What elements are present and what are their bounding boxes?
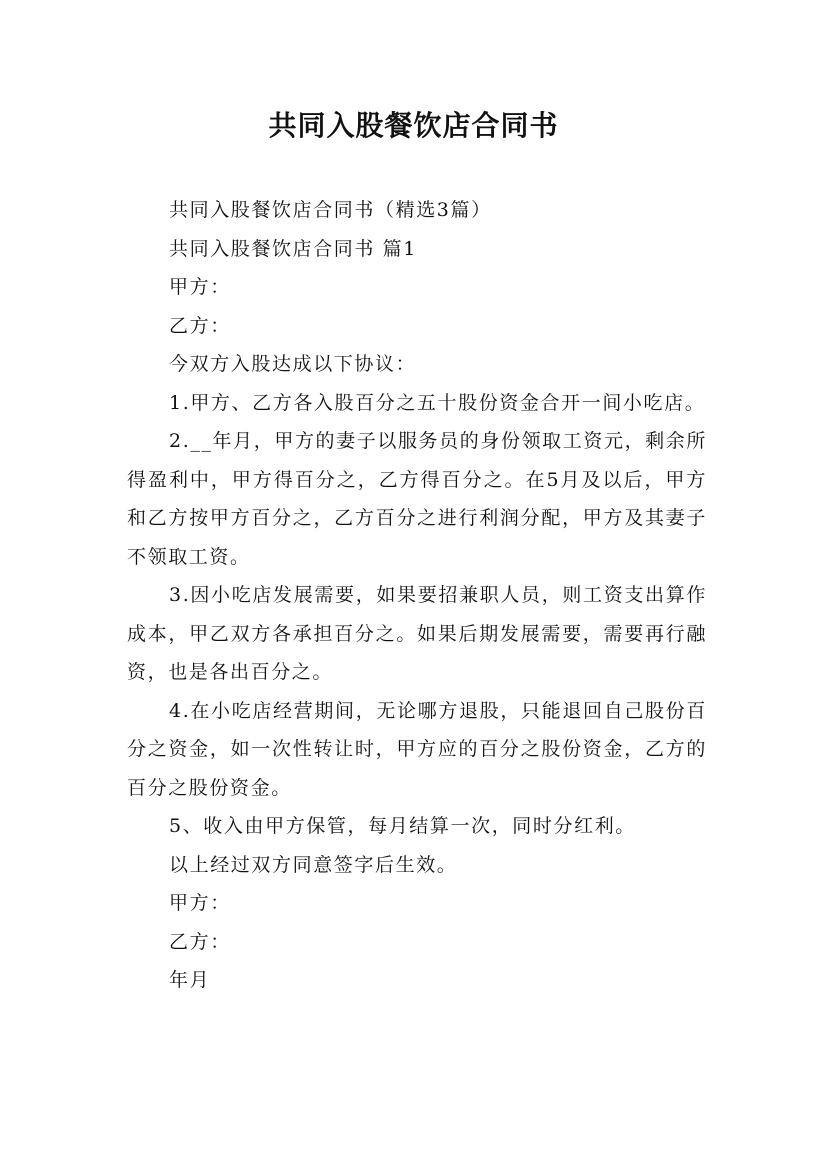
date-label: 年月 (169, 969, 211, 991)
clause-4: 4.在小吃店经营期间，无论哪方退股，只能退回自己股份百分之资金，如一次性转让时，甲方应的百分之股份资金，乙方的百分之股份资金。 (127, 699, 707, 799)
effective-statement: 以上经过双方同意签字后生效。 (169, 853, 458, 876)
article-heading: 共同入股餐饮店合同书 篇1 (169, 237, 417, 260)
clause-5: 5、收入由甲方保管，每月结算一次，同时分红利。 (169, 815, 636, 837)
party-a-signature-label: 甲方： (169, 892, 231, 914)
agreement-intro: 今双方入股达成以下协议： (169, 353, 417, 375)
clause-3: 3.因小吃店发展需要，如果要招兼职人员，则工资支出算作成本，甲乙双方各承担百分之。如果后期发展需要，需要再行融资，也是各出百分之。 (127, 584, 707, 683)
document-title: 共同入股餐饮店合同书 (268, 109, 559, 142)
subtitle-selected: 共同入股餐饮店合同书（精选3篇） (169, 199, 492, 221)
clause-1: 1.甲方、乙方各入股百分之五十股份资金合开一间小吃店。 (169, 391, 706, 414)
party-b-label: 乙方： (169, 314, 231, 337)
party-b-signature-label: 乙方： (169, 930, 231, 953)
document-body (127, 191, 707, 1000)
clause-2: 2.__年月，甲方的妻子以服务员的身份领取工资元，剩余所得盈利中，甲方得百分之，乙方得百分之。在5月及以后，甲方和乙方按甲方百分之，乙方百分之进行利润分配，甲方及其妻子不领取工资。 (127, 430, 707, 568)
party-a-label: 甲方： (169, 276, 231, 298)
